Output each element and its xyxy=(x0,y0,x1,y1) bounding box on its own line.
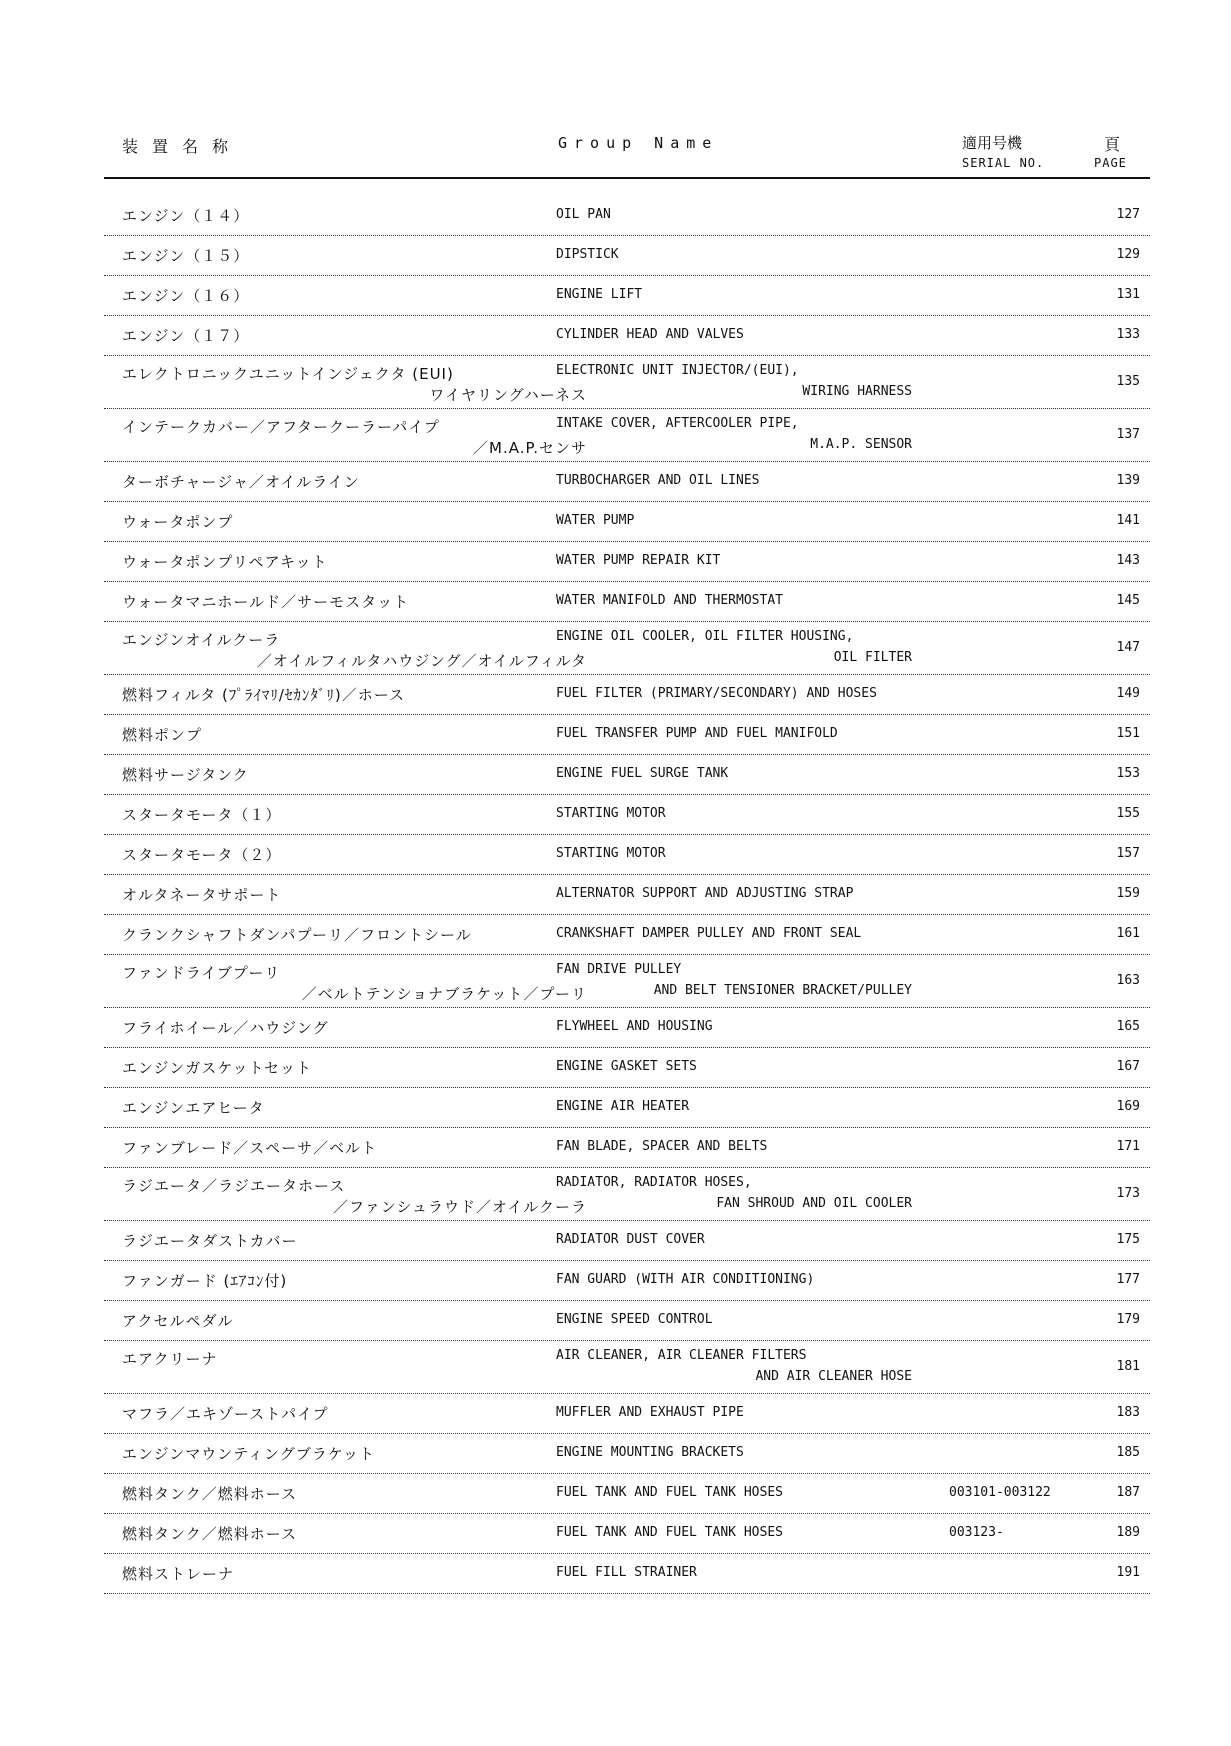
group-name-en: FUEL TANK AND FUEL TANK HOSES xyxy=(556,1485,783,1500)
page-number: 131 xyxy=(1116,287,1140,302)
group-name-jp: スタータモータ（１） xyxy=(122,806,282,824)
page-number: 165 xyxy=(1116,1019,1140,1034)
table-row xyxy=(104,276,1150,316)
page-number: 145 xyxy=(1116,593,1140,608)
table-row xyxy=(104,1301,1150,1341)
table-row xyxy=(104,1261,1150,1301)
group-name-jp: エンジン（１４） xyxy=(122,207,250,225)
group-name-en: STARTING MOTOR xyxy=(556,846,666,861)
group-name-en: DIPSTICK xyxy=(556,247,619,262)
group-name-en: RADIATOR DUST COVER xyxy=(556,1232,705,1247)
page-number: 177 xyxy=(1116,1272,1140,1287)
header-serial-en: SERIAL NO. xyxy=(962,156,1045,170)
group-name-jp: 燃料タンク／燃料ホース xyxy=(122,1525,297,1543)
page-number: 133 xyxy=(1116,327,1140,342)
group-name-en: CRANKSHAFT DAMPER PULLEY AND FRONT SEAL xyxy=(556,926,862,941)
page-number: 135 xyxy=(1116,374,1140,389)
group-name-en: ENGINE FUEL SURGE TANK xyxy=(556,766,729,781)
page-number: 181 xyxy=(1116,1359,1140,1374)
table-row xyxy=(104,915,1150,955)
group-name-jp: ファンブレード／スペーサ／ベルト xyxy=(122,1139,378,1157)
page-number: 185 xyxy=(1116,1445,1140,1460)
group-name-jp: 燃料タンク／燃料ホース xyxy=(122,1485,297,1503)
page-number: 191 xyxy=(1116,1565,1140,1580)
group-name-jp: エンジン（１６） xyxy=(122,287,250,305)
page-number: 151 xyxy=(1116,726,1140,741)
table-row xyxy=(104,755,1150,795)
table-row xyxy=(104,1514,1150,1554)
group-name-jp-line2: ／M.A.P.センサ xyxy=(473,439,587,457)
header-name-jp: 装置名称 xyxy=(122,137,243,156)
group-name-en: FUEL TRANSFER PUMP AND FUEL MANIFOLD xyxy=(556,726,838,741)
group-name-en: FUEL TANK AND FUEL TANK HOSES xyxy=(556,1525,783,1540)
table-row xyxy=(104,1088,1150,1128)
table-row xyxy=(104,1341,1150,1394)
page-number: 175 xyxy=(1116,1232,1140,1247)
page-number: 157 xyxy=(1116,846,1140,861)
group-name-jp: エンジンエアヒータ xyxy=(122,1099,265,1117)
group-name-jp: ラジエータダストカバー xyxy=(122,1232,298,1250)
header-serial-jp: 適用号機 xyxy=(962,134,1023,152)
group-name-en: STARTING MOTOR xyxy=(556,806,666,821)
group-name-jp: ターボチャージャ／オイルライン xyxy=(122,473,360,491)
table-row xyxy=(104,1128,1150,1168)
table-row xyxy=(104,1474,1150,1514)
group-name-jp: スタータモータ（２） xyxy=(122,846,282,864)
header-rule xyxy=(104,177,1150,179)
group-name-jp: 燃料サージタンク xyxy=(122,766,249,784)
group-name-jp: ラジエータ／ラジエータホース xyxy=(122,1177,346,1195)
page-number: 189 xyxy=(1116,1525,1140,1540)
group-name-en: ELECTRONIC UNIT INJECTOR/(EUI), xyxy=(556,363,799,378)
group-name-en: FAN DRIVE PULLEY xyxy=(556,962,682,977)
group-name-en: ENGINE GASKET SETS xyxy=(556,1059,697,1074)
header-page-en: PAGE xyxy=(1094,156,1127,170)
group-name-en: TURBOCHARGER AND OIL LINES xyxy=(556,473,760,488)
group-name-en: FUEL FILL STRAINER xyxy=(556,1565,697,1580)
table-row xyxy=(104,715,1150,755)
table-row xyxy=(104,1048,1150,1088)
group-name-en: INTAKE COVER, AFTERCOOLER PIPE, xyxy=(556,416,799,431)
group-name-jp: ウォータポンプ xyxy=(122,513,234,531)
page-number: 167 xyxy=(1116,1059,1140,1074)
group-name-jp: フライホイール／ハウジング xyxy=(122,1019,329,1037)
table-row xyxy=(104,1554,1150,1594)
group-name-jp: ファンガード (ｴｱｺﾝ付) xyxy=(122,1272,288,1290)
group-name-en: ENGINE AIR HEATER xyxy=(556,1099,690,1114)
group-name-jp: ファンドライブプーリ xyxy=(122,964,281,982)
header-name-en: Group Name xyxy=(558,134,719,152)
table-row xyxy=(104,196,1150,236)
page-number: 139 xyxy=(1116,473,1140,488)
table-row xyxy=(104,1168,1150,1221)
table-row xyxy=(104,795,1150,835)
table-row xyxy=(104,542,1150,582)
group-name-en: WATER MANIFOLD AND THERMOSTAT xyxy=(556,593,783,608)
index-table xyxy=(104,196,1150,1594)
serial-no: 003123- xyxy=(949,1525,1004,1540)
group-name-jp-line2: ／オイルフィルタハウジング／オイルフィルタ xyxy=(256,652,587,670)
table-row xyxy=(104,1221,1150,1261)
group-name-jp: エンジンオイルクーラ xyxy=(122,631,281,649)
header-page-jp: 頁 xyxy=(1104,135,1121,154)
group-name-en: ENGINE SPEED CONTROL xyxy=(556,1312,713,1327)
group-name-en: ALTERNATOR SUPPORT AND ADJUSTING STRAP xyxy=(556,886,854,901)
page-number: 171 xyxy=(1116,1139,1140,1154)
page-number: 141 xyxy=(1116,513,1140,528)
page-number: 137 xyxy=(1116,427,1140,442)
group-name-jp: エンジンガスケットセット xyxy=(122,1059,313,1077)
table-row xyxy=(104,875,1150,915)
group-name-en: ENGINE OIL COOLER, OIL FILTER HOUSING, xyxy=(556,629,854,644)
group-name-en: FAN GUARD (WITH AIR CONDITIONING) xyxy=(556,1272,815,1287)
group-name-jp: インテークカバー／アフタークーラーパイプ xyxy=(122,418,440,436)
group-name-jp: 燃料ポンプ xyxy=(122,726,203,744)
group-name-jp: マフラ／エキゾーストパイプ xyxy=(122,1405,329,1423)
group-name-en-line2: WIRING HARNESS xyxy=(802,384,912,399)
table-row xyxy=(104,409,1150,462)
group-name-en: OIL PAN xyxy=(556,207,611,222)
group-name-jp-line2: ／ファンシュラウド／オイルクーラ xyxy=(333,1198,587,1216)
group-name-jp: エンジン（１５） xyxy=(122,247,250,265)
group-name-en: RADIATOR, RADIATOR HOSES, xyxy=(556,1175,752,1190)
group-name-jp: エレクトロニックユニットインジェクタ (EUI) xyxy=(122,365,454,383)
group-name-en: WATER PUMP xyxy=(556,513,635,528)
group-name-jp: オルタネータサポート xyxy=(122,886,282,904)
group-name-jp: アクセルペダル xyxy=(122,1312,234,1330)
table-row xyxy=(104,462,1150,502)
table-row xyxy=(104,622,1150,675)
group-name-jp: エアクリーナ xyxy=(122,1350,218,1368)
page-number: 173 xyxy=(1116,1186,1140,1201)
group-name-en-line2: AND BELT TENSIONER BRACKET/PULLEY xyxy=(653,983,912,998)
page-number: 153 xyxy=(1116,766,1140,781)
page-number: 127 xyxy=(1116,207,1140,222)
page-number: 155 xyxy=(1116,806,1140,821)
table-row xyxy=(104,582,1150,622)
group-name-jp: 燃料フィルタ (ﾌﾟﾗｲﾏﾘ/ｾｶﾝﾀﾞﾘ)／ホース xyxy=(122,686,405,704)
group-name-jp: ウォータポンプリペアキット xyxy=(122,553,328,571)
table-row xyxy=(104,835,1150,875)
group-name-jp-line2: ワイヤリングハーネス xyxy=(429,386,587,404)
page-number: 149 xyxy=(1116,686,1140,701)
page-number: 183 xyxy=(1116,1405,1140,1420)
group-name-en-line2: FAN SHROUD AND OIL COOLER xyxy=(716,1196,912,1211)
table-row xyxy=(104,1434,1150,1474)
group-name-jp-line2: ／ベルトテンショナブラケット／プーリ xyxy=(301,985,587,1003)
group-name-en: ENGINE MOUNTING BRACKETS xyxy=(556,1445,744,1460)
page-number: 179 xyxy=(1116,1312,1140,1327)
group-name-jp: クランクシャフトダンパプーリ／フロントシール xyxy=(122,926,472,944)
group-name-jp: エンジンマウンティングブラケット xyxy=(122,1445,376,1463)
group-name-jp: 燃料ストレーナ xyxy=(122,1565,235,1583)
page-number: 147 xyxy=(1116,640,1140,655)
group-name-en: FLYWHEEL AND HOUSING xyxy=(556,1019,713,1034)
page-number: 161 xyxy=(1116,926,1140,941)
table-header xyxy=(104,128,1150,180)
table-row xyxy=(104,236,1150,276)
group-name-en-line2: OIL FILTER xyxy=(833,650,912,665)
table-row xyxy=(104,316,1150,356)
group-name-en: FUEL FILTER (PRIMARY/SECONDARY) AND HOSES xyxy=(556,686,877,701)
table-row xyxy=(104,1394,1150,1434)
serial-no: 003101-003122 xyxy=(949,1485,1051,1500)
page-number: 187 xyxy=(1116,1485,1140,1500)
group-name-en: FAN BLADE, SPACER AND BELTS xyxy=(556,1139,768,1154)
page-number: 169 xyxy=(1116,1099,1140,1114)
page-number: 143 xyxy=(1116,553,1140,568)
group-name-en: CYLINDER HEAD AND VALVES xyxy=(556,327,744,342)
group-name-en-line2: AND AIR CLEANER HOSE xyxy=(755,1369,912,1384)
group-name-en: WATER PUMP REPAIR KIT xyxy=(556,553,721,568)
table-row xyxy=(104,955,1150,1008)
table-row xyxy=(104,1008,1150,1048)
group-name-en-line2: M.A.P. SENSOR xyxy=(810,437,912,452)
page-number: 129 xyxy=(1116,247,1140,262)
table-row xyxy=(104,675,1150,715)
page-number: 163 xyxy=(1116,973,1140,988)
table-row xyxy=(104,502,1150,542)
group-name-jp: エンジン（１７） xyxy=(122,327,250,345)
group-name-en: ENGINE LIFT xyxy=(556,287,643,302)
page-number: 159 xyxy=(1116,886,1140,901)
table-row xyxy=(104,356,1150,409)
group-name-jp: ウォータマニホールド／サーモスタット xyxy=(122,593,410,611)
group-name-en: AIR CLEANER, AIR CLEANER FILTERS xyxy=(556,1348,807,1363)
group-name-en: MUFFLER AND EXHAUST PIPE xyxy=(556,1405,744,1420)
